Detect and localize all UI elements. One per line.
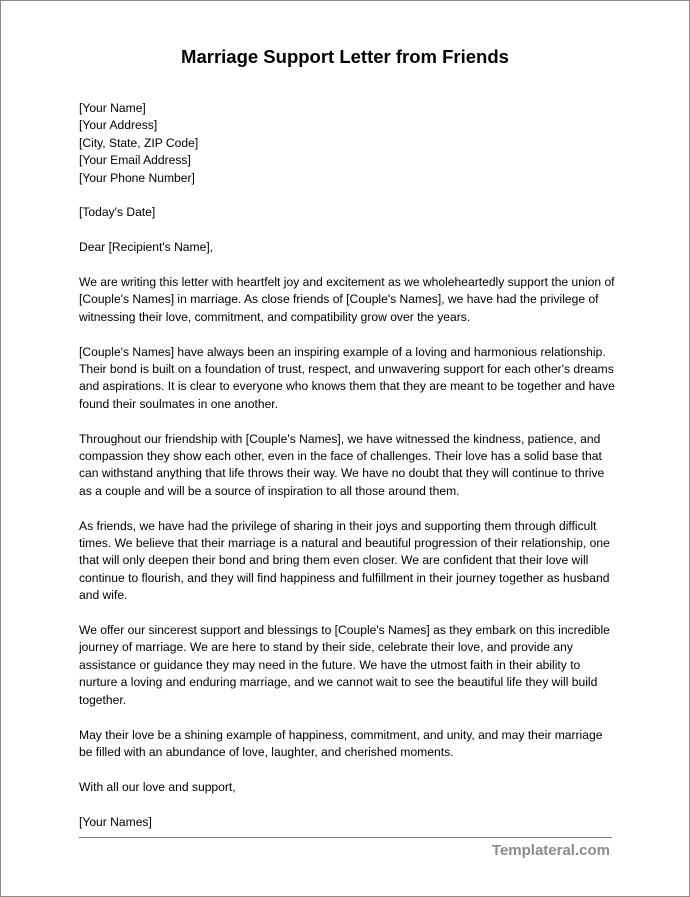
salutation: Dear [Recipient's Name], <box>79 240 214 255</box>
paragraph-5: We offer our sincerest support and blessings to [Couple's Names] as they embark on this incredible journey of marriage. We are here to stand by their side, celebrate their love, and provide any assistance or guidance they may need in the future. We have the utmost faith in their ability to nurture a loving and enduring marriage, and we cannot wait to see the beautiful life they will build together. <box>79 623 610 707</box>
footer-brand: Templateral.com <box>491 842 610 859</box>
sender-address: [Your Address] <box>79 118 158 133</box>
sender-email: [Your Email Address] <box>79 153 191 168</box>
letter-body <box>79 100 619 848</box>
letter-date: [Today's Date] <box>79 205 156 220</box>
sender-block <box>79 100 619 187</box>
paragraph-1: We are writing this letter with heartfelt joy and excitement as we wholeheartedly support the union of [Couple's Names] in marriage. As close friends of [Couple's Names], we have had the privilege of witnessing their love, commitment, and compatibility grow over the years. <box>79 275 615 324</box>
document-title: Marriage Support Letter from Friends <box>181 46 509 67</box>
paragraph-4: As friends, we have had the privilege of sharing in their joys and supporting them through difficult times. We believe that their marriage is a natural and beautiful progression of their relationship, one that will only deepen their bond and bring them even closer. We are confident that their love will continue to flourish, and they will find happiness and fulfillment in their journey together as husband and wife. <box>79 518 610 603</box>
sender-city-state-zip: [City, State, ZIP Code] <box>79 135 199 150</box>
sender-name: [Your Name] <box>79 101 146 115</box>
sender-phone: [Your Phone Number] <box>79 170 195 185</box>
paragraph-2: [Couple's Names] have always been an inspiring example of a loving and harmonious relationship. Their bond is built on a foundation of trust, respect, and unwavering support for each other's dreams and aspirations. It is clear to everyone who knows them that they are meant to be together and have found their soulmates in one another. <box>79 344 615 411</box>
closing: With all our love and support, <box>79 779 236 794</box>
paragraph-6: May their love be a shining example of happiness, commitment, and unity, and may their marriage be filled with an abundance of love, laughter, and cherished moments. <box>79 727 603 759</box>
signature: [Your Names] <box>79 814 152 829</box>
footer-divider <box>79 837 612 838</box>
paragraph-3: Throughout our friendship with [Couple's Names], we have witnessed the kindness, patience, and compassion they show each other, even in the face of challenges. Their love has a solid base that can withstand anything that life throws their way. We have no doubt that they will continue to thrive as a couple and will be a source of inspiration to all those around them. <box>79 431 605 498</box>
